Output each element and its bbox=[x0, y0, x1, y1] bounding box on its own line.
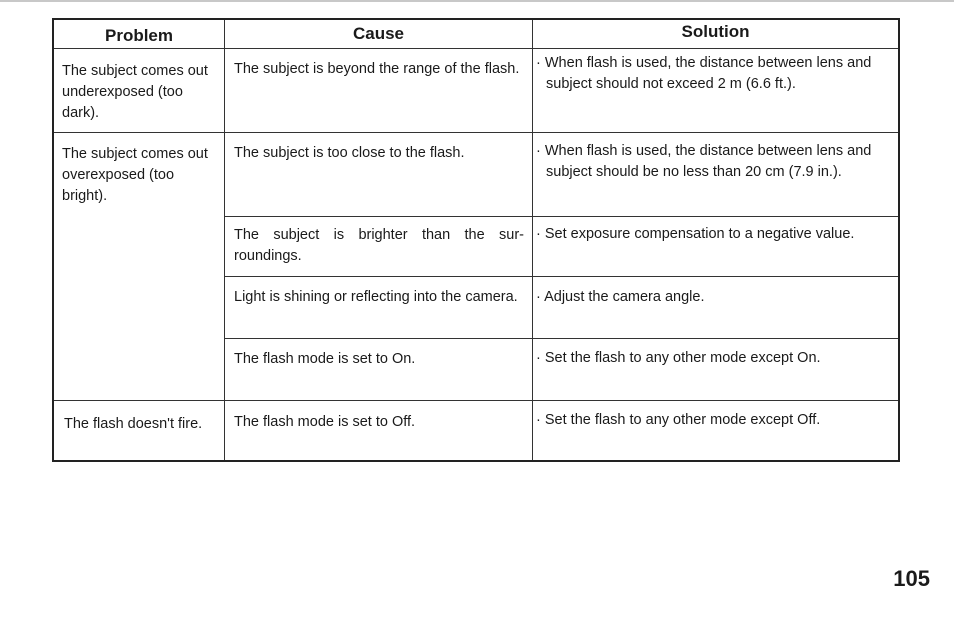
cause-cell: The subject is too close to the flash. bbox=[234, 145, 465, 161]
column-divider-1 bbox=[224, 20, 225, 460]
row-divider-5 bbox=[54, 400, 898, 401]
problem-cell: The subject comes out overexposed (too bright). bbox=[62, 146, 208, 204]
bullet: · bbox=[536, 55, 541, 71]
solution-cell bbox=[534, 287, 898, 308]
bullet: · bbox=[536, 412, 541, 428]
cause-cell: The flash mode is set to On. bbox=[234, 351, 416, 367]
cause-cell: The subject is beyond the range of the flash. bbox=[234, 61, 520, 77]
solution-text: Set the flash to any other mode except Off. bbox=[544, 412, 821, 428]
cause-cell: The flash mode is set to Off. bbox=[234, 414, 416, 430]
solution-text: When flash is used, the distance between lens and subject should be no less than 20 cm (7.9 in.). bbox=[544, 143, 872, 180]
solution-text: Set exposure compensation to a negative value. bbox=[544, 226, 855, 242]
problem-cell: The subject comes out underexposed (too dark). bbox=[62, 63, 208, 121]
troubleshooting-table bbox=[52, 18, 900, 462]
cause-cell: Light is shining or reflecting into the camera. bbox=[234, 289, 518, 305]
column-divider-2 bbox=[532, 20, 533, 460]
page-number: 105 bbox=[893, 566, 930, 591]
solution-cell bbox=[534, 141, 898, 183]
header-divider bbox=[54, 48, 898, 49]
problem-cell: The flash doesn't fire. bbox=[64, 416, 203, 432]
bullet: · bbox=[536, 143, 541, 159]
solution-cell bbox=[534, 410, 898, 431]
solution-cell bbox=[534, 348, 898, 369]
row-divider-1 bbox=[54, 132, 898, 133]
bullet: · bbox=[536, 289, 541, 305]
row-divider-4 bbox=[224, 338, 898, 339]
row-divider-3 bbox=[224, 276, 898, 277]
solution-cell bbox=[534, 224, 898, 245]
solution-text: When flash is used, the distance between lens and subject should not exceed 2 m (6.6 ft.). bbox=[544, 55, 872, 92]
solution-text: Set the flash to any other mode except On. bbox=[544, 350, 821, 366]
cause-cell: The subject is brighter than the sur- roundings. bbox=[234, 227, 524, 264]
header-problem: Problem bbox=[104, 26, 174, 45]
bullet: · bbox=[536, 226, 541, 242]
top-edge-line bbox=[0, 0, 954, 2]
header-solution: Solution bbox=[681, 22, 750, 41]
row-divider-2 bbox=[224, 216, 898, 217]
solution-text: Adjust the camera angle. bbox=[544, 289, 705, 305]
bullet: · bbox=[536, 350, 541, 366]
solution-cell bbox=[534, 53, 898, 95]
header-cause: Cause bbox=[352, 24, 405, 43]
